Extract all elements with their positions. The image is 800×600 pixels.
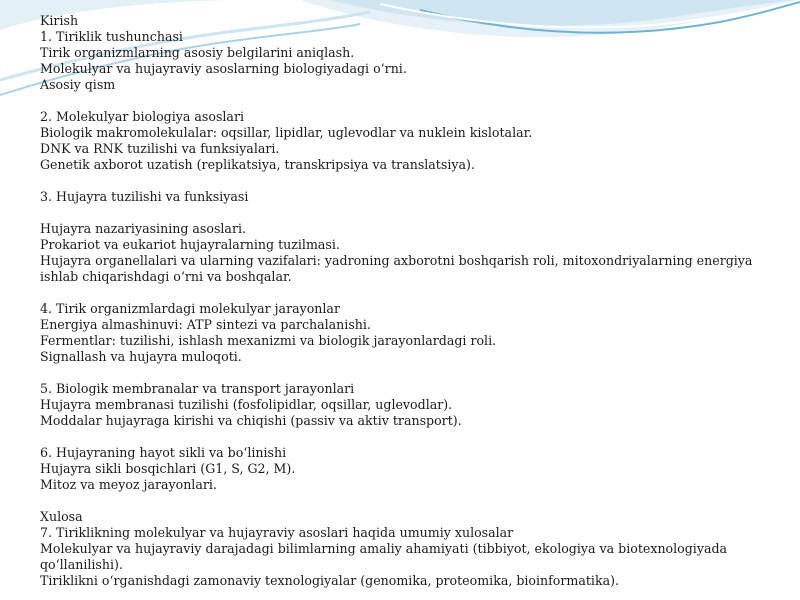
text-line: Energiya almashinuvi: ATP sintezi va parchalanishi.: [40, 317, 371, 332]
text-line: Xulosa: [40, 509, 83, 524]
blank-line: [40, 365, 770, 381]
text-line: 6. Hujayraning hayot sikli va bo‘linishi: [40, 445, 287, 460]
blank-line: [40, 205, 770, 221]
text-line: Signallash va hujayra muloqoti.: [40, 349, 242, 364]
text-line: 5. Biologik membranalar va transport jarayonlari: [40, 381, 355, 396]
blank-line: [40, 173, 770, 189]
text-line: DNK va RNK tuzilishi va funksiyalari.: [40, 141, 280, 156]
text-line: Mitoz va meyoz jarayonlari.: [40, 477, 217, 492]
text-line: 3. Hujayra tuzilishi va funksiyasi: [40, 189, 249, 204]
text-line: Tirik organizmlarning asosiy belgilarini aniqlash.: [40, 45, 355, 60]
text-line: Molekulyar va hujayraviy asoslarning biologiyadagi o‘rni.: [40, 61, 407, 76]
text-line: 4. Tirik organizmlardagi molekulyar jarayonlar: [40, 301, 340, 316]
text-line: Hujayra sikli bosqichlari (G1, S, G2, M).: [40, 461, 296, 476]
text-line: Hujayra nazariyasining asoslari.: [40, 221, 246, 236]
text-line: Prokariot va eukariot hujayralarning tuzilmasi.: [40, 237, 340, 252]
blank-line: [40, 429, 770, 445]
blank-line: [40, 285, 770, 301]
text-line: Tiriklikni o‘rganishdagi zamonaviy texnologiyalar (genomika, proteomika, bioinformatika).: [40, 573, 620, 588]
text-line: Fermentlar: tuzilishi, ishlash mexanizmi va biologik jarayonlardagi roli.: [40, 333, 497, 348]
document-body: [40, 13, 770, 589]
text-line: 7. Tiriklikning molekulyar va hujayraviy asoslari haqida umumiy xulosalar: [40, 525, 514, 540]
text-line: Hujayra membranasi tuzilishi (fosfolipidlar, oqsillar, uglevodlar).: [40, 397, 453, 412]
text-line: 1. Tiriklik tushunchasi: [40, 29, 183, 44]
text-line: Asosiy qism: [40, 77, 116, 92]
text-line: Kirish: [40, 13, 79, 28]
text-line: Molekulyar va hujayraviy darajadagi bilimlarning amaliy ahamiyati (tibbiyot, ekologiya va biotexnologiyada qo‘llanilishi).: [40, 541, 732, 572]
blank-line: [40, 493, 770, 509]
text-line: Genetik axborot uzatish (replikatsiya, transkripsiya va translatsiya).: [40, 157, 475, 172]
text-line: Hujayra organellalari va ularning vazifalari: yadroning axborotni boshqarish roli, mitoxondriyalarning energiya ishlab chiqarishdagi o‘rni va boshqalar.: [40, 253, 757, 284]
blank-line: [40, 93, 770, 109]
text-line: 2. Molekulyar biologiya asoslari: [40, 109, 244, 124]
text-line: Biologik makromolekulalar: oqsillar, lipidlar, uglevodlar va nuklein kislotalar.: [40, 125, 533, 140]
text-line: Moddalar hujayraga kirishi va chiqishi (passiv va aktiv transport).: [40, 413, 462, 428]
